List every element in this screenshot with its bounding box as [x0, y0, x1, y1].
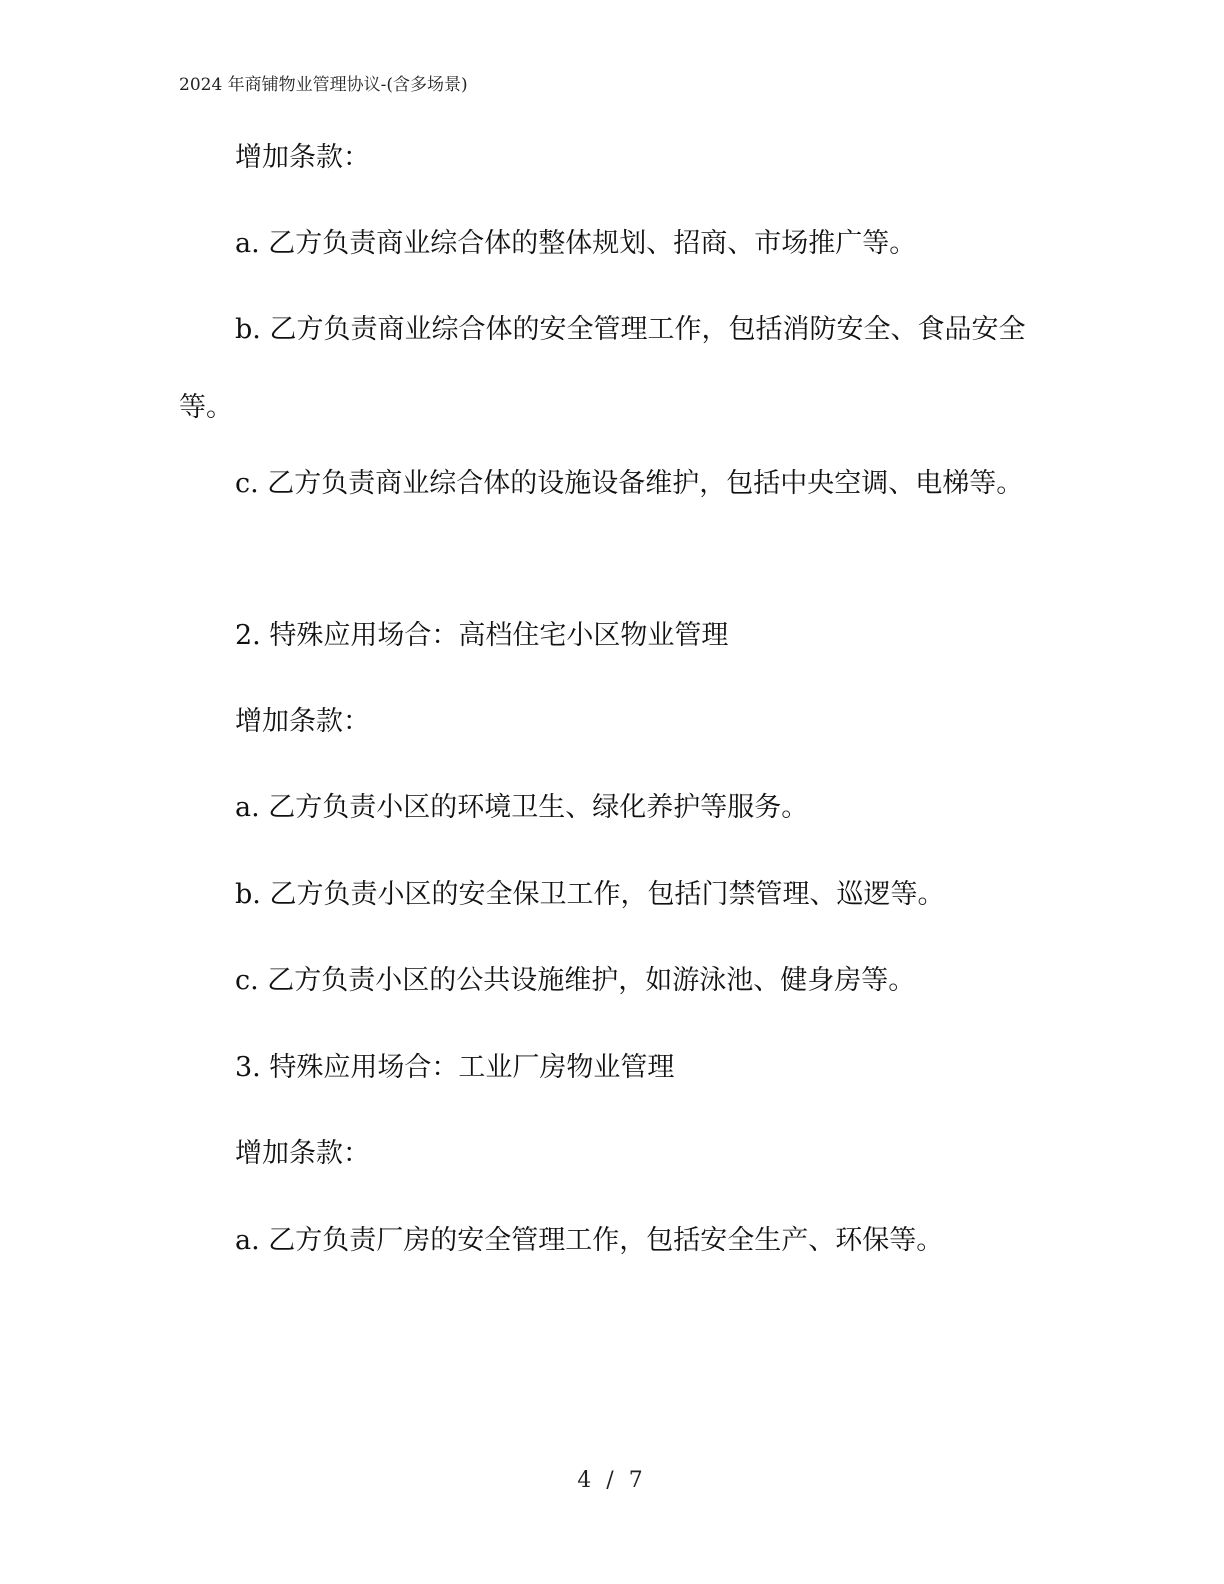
paragraph-section-3-heading: 3. 特殊应用场合：工业厂房物业管理	[235, 1052, 675, 1083]
paragraph-clause-a-commercial: a. 乙方负责商业综合体的整体规划、招商、市场推广等。	[235, 228, 917, 259]
paragraph-additional-terms-1: 增加条款：	[235, 142, 370, 173]
paragraph-clause-b-commercial: b. 乙方负责商业综合体的安全管理工作，包括消防安全、食品安全等。	[179, 314, 1026, 423]
paragraph-clause-b-residential: b. 乙方负责小区的安全保卫工作，包括门禁管理、巡逻等。	[235, 879, 945, 910]
paragraph-clause-a-industrial: a. 乙方负责厂房的安全管理工作，包括安全生产、环保等。	[235, 1225, 944, 1256]
paragraph-additional-terms-2: 增加条款：	[235, 706, 370, 737]
paragraph-clause-c-commercial: c. 乙方负责商业综合体的设施设备维护，包括中央空调、电梯等。	[235, 468, 1024, 499]
page-number: 4 / 7	[577, 1468, 647, 1493]
paragraph-clause-c-residential: c. 乙方负责小区的公共设施维护，如游泳池、健身房等。	[235, 965, 916, 996]
paragraph-additional-terms-3: 增加条款：	[235, 1138, 370, 1169]
paragraph-clause-a-residential: a. 乙方负责小区的环境卫生、绿化养护等服务。	[235, 792, 809, 823]
document-header-title: 2024 年商铺物业管理协议-(含多场景)	[179, 75, 468, 95]
paragraph-section-2-heading: 2. 特殊应用场合：高档住宅小区物业管理	[235, 620, 729, 651]
